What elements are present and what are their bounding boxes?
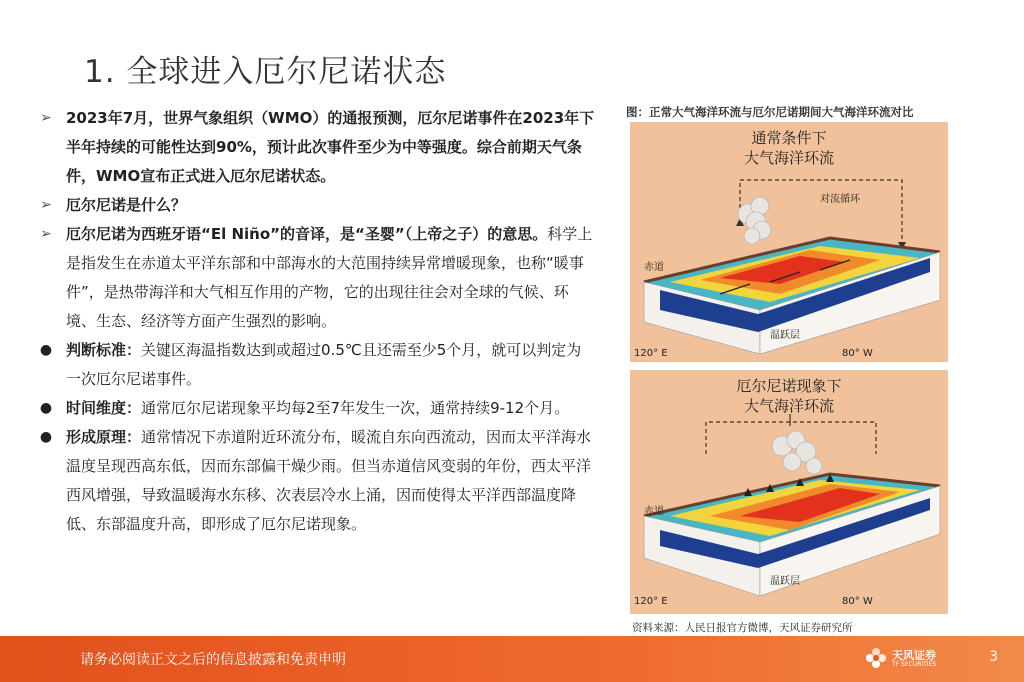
page-title: 1. 全球进入厄尔尼诺状态 <box>84 54 447 90</box>
dot-bullet-icon: ● <box>39 400 53 416</box>
bullet-text: 通常情况下赤道附近环流分布，暖流自东向西流动，因而太平洋海水温度呈现西高东低，因而东部偏干燥少雨。但当赤道信风变弱的年份，西太平洋西风增强，导致温暖海水东移、次表层冷水上涌，因而使得太平洋西部温度降低、东部温度升高，即形成了厄尔尼诺现象。 <box>66 428 592 533</box>
arrow-bullet-icon: ➢ <box>40 110 52 126</box>
lon-west-label: 120° E <box>634 596 668 607</box>
panel1-title-line1: 通常条件下 <box>751 129 827 147</box>
bullet-text: 关键区海温指数达到或超过0.5℃且还需至少5个月，就可以判定为一次厄尔尼诺事件。 <box>66 341 582 388</box>
bullet-bold-text: 形成原理： <box>66 428 142 446</box>
dot-bullet-icon: ● <box>39 342 53 358</box>
bullet-bold-text: 2023年7月，世界气象组织（WMO）的通报预测，厄尔尼诺事件在2023年下半年持续的可能性达到90%，预计此次事件至少为中等强度。综合前期天气条件，WMO宣布正式进入厄尔尼诺状态。 <box>66 109 595 185</box>
bullet-item <box>36 220 596 336</box>
bullet-text: 通常厄尔尼诺现象平均每2至7年发生一次，通常持续9-12个月。 <box>141 399 570 417</box>
panel2-title-line2: 大气海洋环流 <box>743 397 834 415</box>
normal-circulation-diagram <box>630 122 948 362</box>
el-nino-circulation-diagram <box>630 370 948 614</box>
lon-east-label: 80° W <box>842 348 873 359</box>
logo-subtext: TF SECURITIES <box>892 661 937 668</box>
lon-east-label: 80° W <box>842 596 873 607</box>
bullet-item <box>36 336 596 394</box>
bullet-list <box>36 104 596 539</box>
panel1-title-line2: 大气海洋环流 <box>743 149 834 167</box>
thermocline-label: 温跃层 <box>770 576 800 587</box>
logo-flower-icon <box>862 644 890 672</box>
bullet-bold-text: 厄尔尼诺是什么？ <box>66 196 187 214</box>
disclaimer-text: 请务必阅读正文之后的信息披露和免责申明 <box>80 652 346 668</box>
dot-bullet-icon: ● <box>39 429 53 445</box>
figure-caption: 图：正常大气海洋环流与厄尔尼诺期间大气海洋环流对比 <box>626 105 914 119</box>
bullet-bold-text: 判断标准： <box>66 341 142 359</box>
footer-bar <box>0 636 1024 682</box>
bullet-bold-text: 厄尔尼诺为西班牙语“El Niño”的音译，是“圣婴”（上帝之子）的意思。 <box>66 225 548 243</box>
equator-label: 赤道 <box>644 262 664 273</box>
lon-west-label: 120° E <box>634 348 668 359</box>
bullet-item <box>36 104 596 191</box>
bullet-bold-text: 时间维度： <box>66 399 142 417</box>
company-logo <box>862 644 942 674</box>
arrow-bullet-icon: ➢ <box>40 226 52 242</box>
bullet-item <box>36 394 596 423</box>
thermocline-label: 温跃层 <box>770 330 800 341</box>
page-number: 3 <box>989 649 998 665</box>
convection-label: 对流循环 <box>820 194 860 205</box>
arrow-bullet-icon: ➢ <box>40 197 52 213</box>
equator-label: 赤道 <box>644 506 664 517</box>
bullet-item <box>36 191 596 220</box>
bullet-item <box>36 423 596 539</box>
panel2-title-line1: 厄尔尼诺现象下 <box>736 377 842 395</box>
figure-source: 资料来源：人民日报官方微博，天风证券研究所 <box>632 622 853 634</box>
bullet-text: 科学上是指发生在赤道太平洋东部和中部海水的大范围持续异常增暖现象，也称“暖事件”，是热带海洋和大气相互作用的产物，它的出现往往会对全球的气候、环境、生态、经济等方面产生强烈的影响。 <box>66 225 593 330</box>
logo-text: 天风证券 <box>892 649 936 662</box>
